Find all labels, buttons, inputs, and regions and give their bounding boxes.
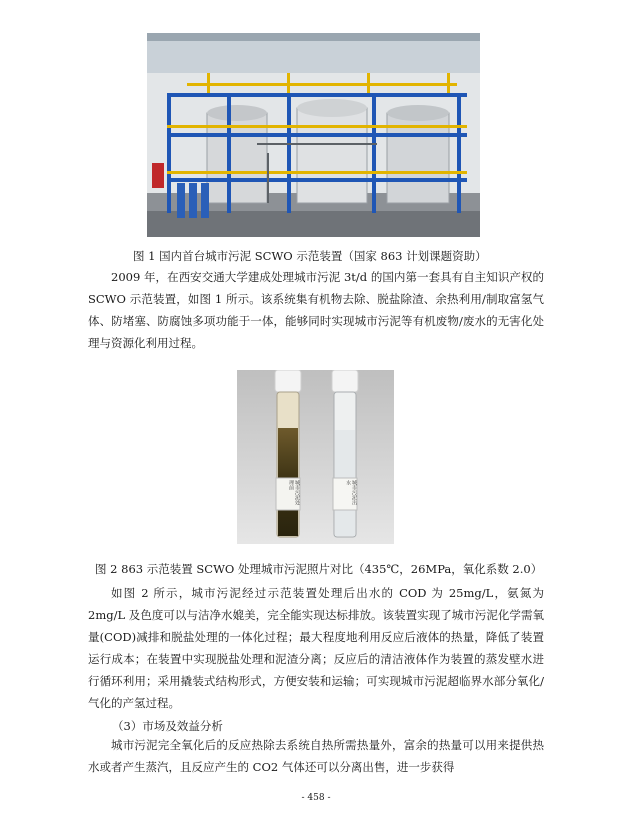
right-tube-label: 城市污泥出水 <box>345 480 357 505</box>
section-heading: （3）市场及效益分析 <box>112 719 223 733</box>
figure2-caption: 图 2 863 示范装置 SCWO 处理城市污泥照片对比（435℃，26MPa，氧化系数 2.0） <box>95 562 543 576</box>
paragraph-3: 城市污泥完全氧化后的反应热除去系统自热所需热量外，富余的热量可以用来提供热水或者产生蒸汽，且反应产生的 CO2 气体还可以分离出售，进一步获得 <box>88 738 544 774</box>
figure2-photo <box>237 370 394 544</box>
figure1-caption: 图 1 国内首台城市污泥 SCWO 示范装置（国家 863 计划课题资助） <box>133 249 487 263</box>
figure1-photo <box>147 33 480 237</box>
paragraph-2: 如图 2 所示，城市污泥经过示范装置处理后出水的 COD 为 25mg/L，氨氮为 2mg/L 及色度可以与洁净水媲美，完全能实现达标排放。该装置实现了城市污泥化学需氧量(COD)减排和脱盐处理的一体化过程；最大程度地利用反应后液体的热量，降低了装置运行成本；在装置中实现脱盐处理和泥渣分离；反应后的清洁液体作为装置的蒸发壁水进行循环利用；采用撬装式结构形式，方便安装和运输；可实现城市污泥超临界水部分氧化/气化的产氢过程。 <box>88 586 544 710</box>
paragraph-1: 2009 年，在西安交通大学建成处理城市污泥 3t/d 的国内第一套具有自主知识产权的 SCWO 示范装置，如图 1 所示。该系统集有机物去除、脱盐除渣、余热利用/制取富氢气体、防堵塞、防腐蚀多项功能于一体，能够同时实现城市污泥等有机废物/废水的无害化处理与资源化利用过程。 <box>88 270 544 350</box>
page-number: - 458 - <box>301 793 331 803</box>
left-tube-label: 城市污泥处理前 <box>288 480 300 505</box>
